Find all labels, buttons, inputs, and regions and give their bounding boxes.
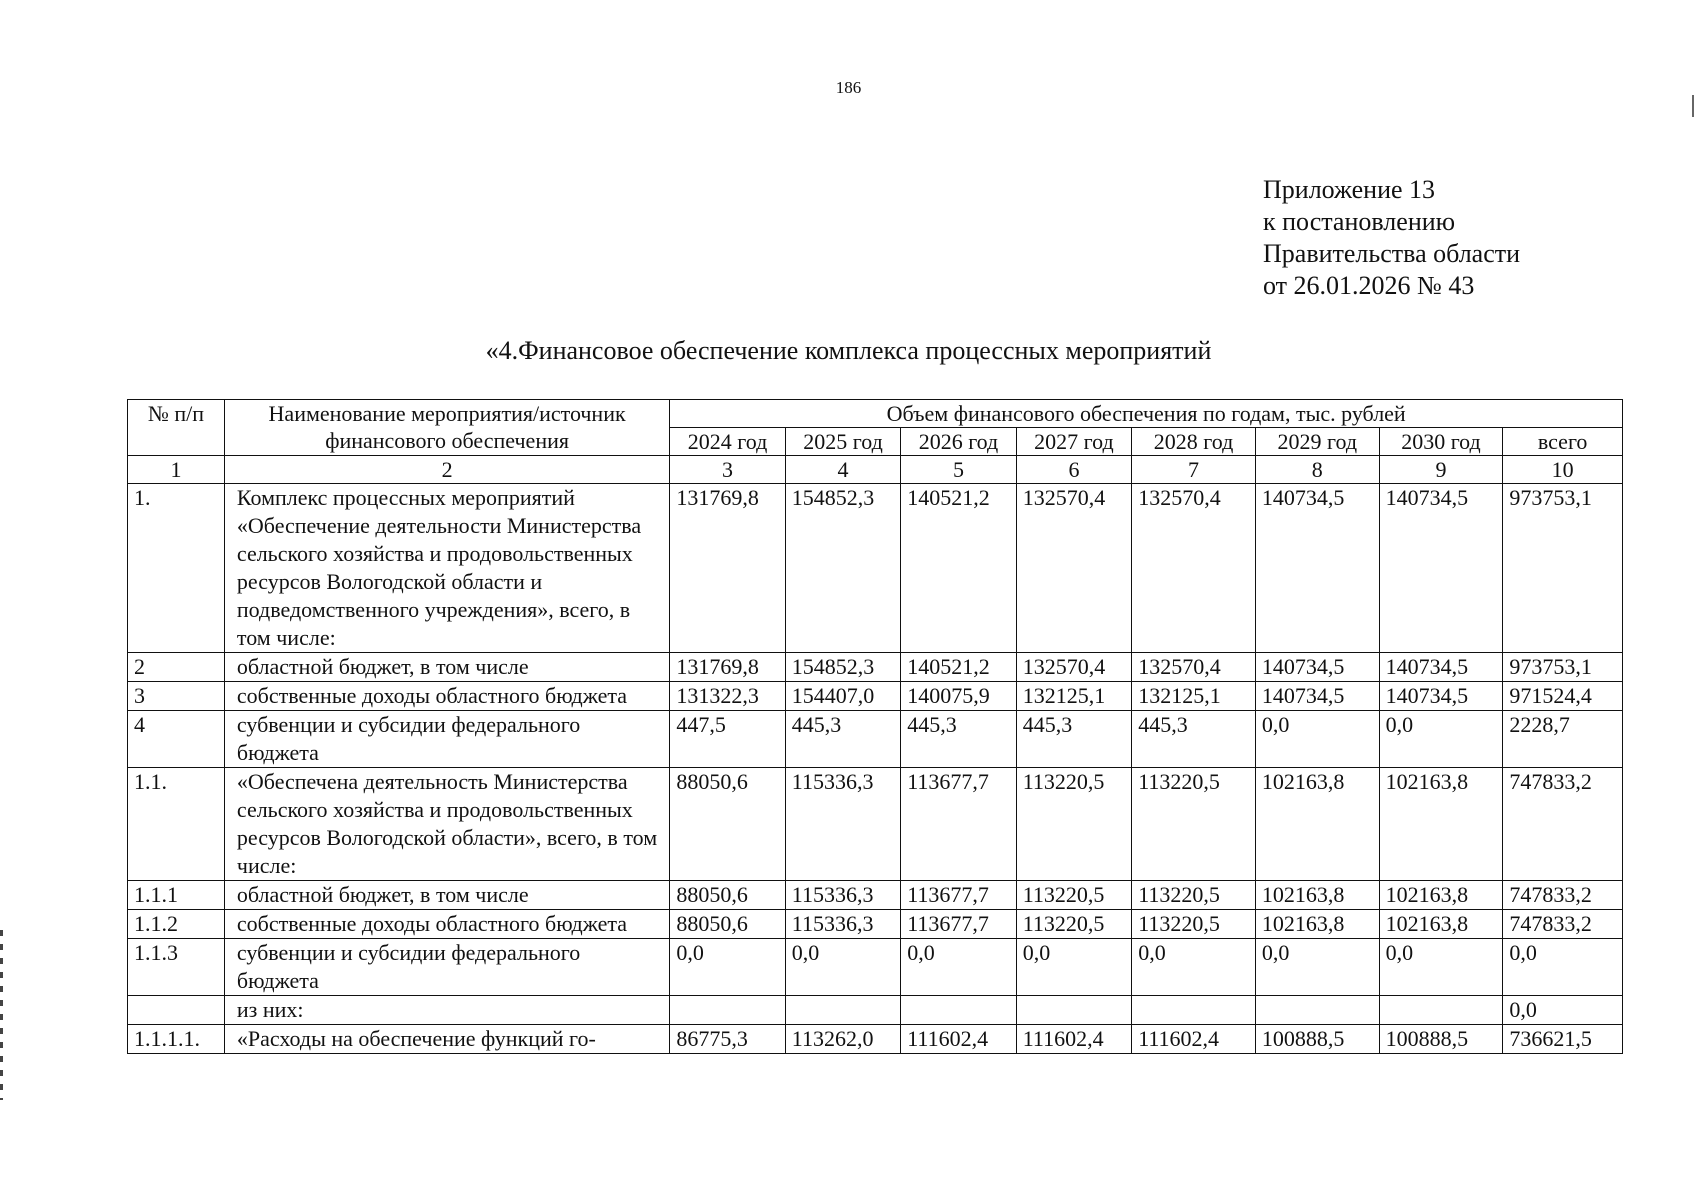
row-total-value: 747833,2 [1503, 910, 1623, 939]
row-year-value: 86775,3 [670, 1025, 785, 1054]
row-year-value: 140734,5 [1255, 653, 1379, 682]
row-total-value: 2228,7 [1503, 711, 1623, 768]
row-year-value: 88050,6 [670, 768, 785, 881]
row-year-value: 140734,5 [1255, 484, 1379, 653]
row-year-value: 115336,3 [785, 881, 900, 910]
table-row [128, 1025, 1623, 1054]
column-index: 9 [1379, 456, 1503, 484]
row-name: субвенции и субсидии федерального бюджета [224, 939, 669, 996]
row-name: собственные доходы областного бюджета [224, 910, 669, 939]
row-year-value: 102163,8 [1255, 910, 1379, 939]
appendix-line: Приложение 13 [1263, 175, 1436, 204]
row-year-value: 140734,5 [1255, 682, 1379, 711]
appendix-line: к постановлению [1263, 207, 1456, 236]
column-index: 6 [1016, 456, 1131, 484]
row-year-value: 154407,0 [785, 682, 900, 711]
row-total-value: 0,0 [1503, 996, 1623, 1025]
table-row [128, 768, 1623, 881]
row-total-value: 747833,2 [1503, 881, 1623, 910]
row-year-value: 102163,8 [1255, 768, 1379, 881]
row-year-value: 102163,8 [1379, 881, 1503, 910]
row-total-value: 973753,1 [1503, 484, 1623, 653]
row-year-value: 113220,5 [1016, 881, 1131, 910]
column-index: 2 [224, 456, 669, 484]
row-total-value: 971524,4 [1503, 682, 1623, 711]
row-year-value: 113262,0 [785, 1025, 900, 1054]
row-year-value: 0,0 [901, 939, 1016, 996]
table-row [128, 939, 1623, 996]
row-number: 1. [128, 484, 225, 653]
column-index: 7 [1132, 456, 1256, 484]
row-year-value: 140734,5 [1379, 682, 1503, 711]
row-number: 1.1.2 [128, 910, 225, 939]
row-year-value: 0,0 [785, 939, 900, 996]
row-year-value [1016, 996, 1131, 1025]
table-row [128, 682, 1623, 711]
row-number: 1.1.1.1. [128, 1025, 225, 1054]
row-year-value: 131769,8 [670, 484, 785, 653]
row-year-value: 100888,5 [1255, 1025, 1379, 1054]
row-year-value: 132570,4 [1132, 653, 1256, 682]
row-year-value: 0,0 [670, 939, 785, 996]
row-total-value: 747833,2 [1503, 768, 1623, 881]
header-year: 2026 год [901, 428, 1016, 456]
header-year: 2025 год [785, 428, 900, 456]
table-row [128, 711, 1623, 768]
table-row [128, 881, 1623, 910]
row-name: областной бюджет, в том числе [224, 881, 669, 910]
row-year-value: 140521,2 [901, 653, 1016, 682]
header-number: № п/п [128, 400, 225, 456]
row-year-value: 0,0 [1255, 939, 1379, 996]
column-index: 8 [1255, 456, 1379, 484]
row-year-value: 447,5 [670, 711, 785, 768]
row-year-value [901, 996, 1016, 1025]
row-year-value: 113677,7 [901, 881, 1016, 910]
row-name: областной бюджет, в том числе [224, 653, 669, 682]
row-year-value [1379, 996, 1503, 1025]
row-year-value [1132, 996, 1256, 1025]
column-index: 5 [901, 456, 1016, 484]
row-year-value [670, 996, 785, 1025]
table-row [128, 996, 1623, 1025]
row-year-value: 0,0 [1255, 711, 1379, 768]
row-year-value: 102163,8 [1255, 881, 1379, 910]
row-number: 1.1. [128, 768, 225, 881]
row-year-value: 131322,3 [670, 682, 785, 711]
table-row [128, 484, 1623, 653]
row-year-value: 445,3 [901, 711, 1016, 768]
row-year-value: 115336,3 [785, 768, 900, 881]
row-year-value: 132125,1 [1132, 682, 1256, 711]
appendix-line: от 26.01.2026 № 43 [1263, 271, 1475, 300]
row-year-value [1255, 996, 1379, 1025]
table-row [128, 653, 1623, 682]
column-index-row [128, 456, 1623, 484]
row-name: «Расходы на обеспечение функций го- [224, 1025, 669, 1054]
header-year: 2024 год [670, 428, 785, 456]
row-year-value: 115336,3 [785, 910, 900, 939]
row-year-value: 113677,7 [901, 768, 1016, 881]
row-year-value: 113677,7 [901, 910, 1016, 939]
row-number [128, 996, 225, 1025]
row-year-value: 140075,9 [901, 682, 1016, 711]
row-year-value: 111602,4 [1132, 1025, 1256, 1054]
row-year-value: 132125,1 [1016, 682, 1131, 711]
row-year-value: 140734,5 [1379, 653, 1503, 682]
row-year-value: 0,0 [1379, 711, 1503, 768]
row-number: 2 [128, 653, 225, 682]
header-year: 2030 год [1379, 428, 1503, 456]
row-name: субвенции и субсидии федерального бюджета [224, 711, 669, 768]
row-name: «Обеспечена деятельность Министерства сельского хозяйства и продовольственных ресурсов Вологодской области», всего, в том числе: [224, 768, 669, 881]
row-year-value: 154852,3 [785, 653, 900, 682]
header-total: всего [1503, 428, 1623, 456]
row-year-value: 140521,2 [901, 484, 1016, 653]
row-year-value: 113220,5 [1132, 910, 1256, 939]
header-name: Наименование мероприятия/источник финансового обеспечения [224, 400, 669, 456]
table-row [128, 910, 1623, 939]
row-year-value: 132570,4 [1016, 484, 1131, 653]
row-year-value: 113220,5 [1016, 768, 1131, 881]
row-year-value: 88050,6 [670, 881, 785, 910]
row-total-value: 0,0 [1503, 939, 1623, 996]
document-title: «4.Финансовое обеспечение комплекса процессных мероприятий [485, 336, 1212, 365]
row-year-value: 0,0 [1379, 939, 1503, 996]
header-year: 2029 год [1255, 428, 1379, 456]
row-year-value [785, 996, 900, 1025]
row-total-value: 973753,1 [1503, 653, 1623, 682]
appendix-block [1263, 174, 1520, 302]
row-name: Комплекс процессных мероприятий «Обеспечение деятельности Министерства сельского хозяйства и продовольственных ресурсов Вологодской области и подведомственного учреждения», всего, в том числе: [224, 484, 669, 653]
page-number: 186 [835, 78, 862, 97]
row-year-value: 111602,4 [1016, 1025, 1131, 1054]
row-year-value: 445,3 [1016, 711, 1131, 768]
row-year-value: 102163,8 [1379, 768, 1503, 881]
column-index: 3 [670, 456, 785, 484]
scan-edge-marks [0, 930, 3, 1100]
row-number: 3 [128, 682, 225, 711]
row-year-value: 113220,5 [1016, 910, 1131, 939]
header-row [128, 400, 1623, 428]
row-year-value: 100888,5 [1379, 1025, 1503, 1054]
row-year-value: 132570,4 [1016, 653, 1131, 682]
row-year-value: 132570,4 [1132, 484, 1256, 653]
row-name: из них: [224, 996, 669, 1025]
row-year-value: 88050,6 [670, 910, 785, 939]
column-index: 10 [1503, 456, 1623, 484]
row-year-value: 0,0 [1132, 939, 1256, 996]
row-number: 1.1.1 [128, 881, 225, 910]
column-index: 1 [128, 456, 225, 484]
row-year-value: 111602,4 [901, 1025, 1016, 1054]
column-index: 4 [785, 456, 900, 484]
header-year: 2027 год [1016, 428, 1131, 456]
row-year-value: 113220,5 [1132, 881, 1256, 910]
row-year-value: 102163,8 [1379, 910, 1503, 939]
row-year-value: 113220,5 [1132, 768, 1256, 881]
row-number: 4 [128, 711, 225, 768]
header-year: 2028 год [1132, 428, 1256, 456]
table-body [128, 484, 1623, 1054]
row-year-value: 445,3 [785, 711, 900, 768]
row-total-value: 736621,5 [1503, 1025, 1623, 1054]
financing-table [127, 399, 1623, 1054]
row-number: 1.1.3 [128, 939, 225, 996]
appendix-line: Правительства области [1263, 239, 1521, 268]
row-year-value: 131769,8 [670, 653, 785, 682]
header-group: Объем финансового обеспечения по годам, тыс. рублей [670, 400, 1623, 428]
row-year-value: 0,0 [1016, 939, 1131, 996]
row-year-value: 140734,5 [1379, 484, 1503, 653]
row-year-value: 154852,3 [785, 484, 900, 653]
row-name: собственные доходы областного бюджета [224, 682, 669, 711]
scan-edge-mark [1692, 95, 1694, 117]
row-year-value: 445,3 [1132, 711, 1256, 768]
